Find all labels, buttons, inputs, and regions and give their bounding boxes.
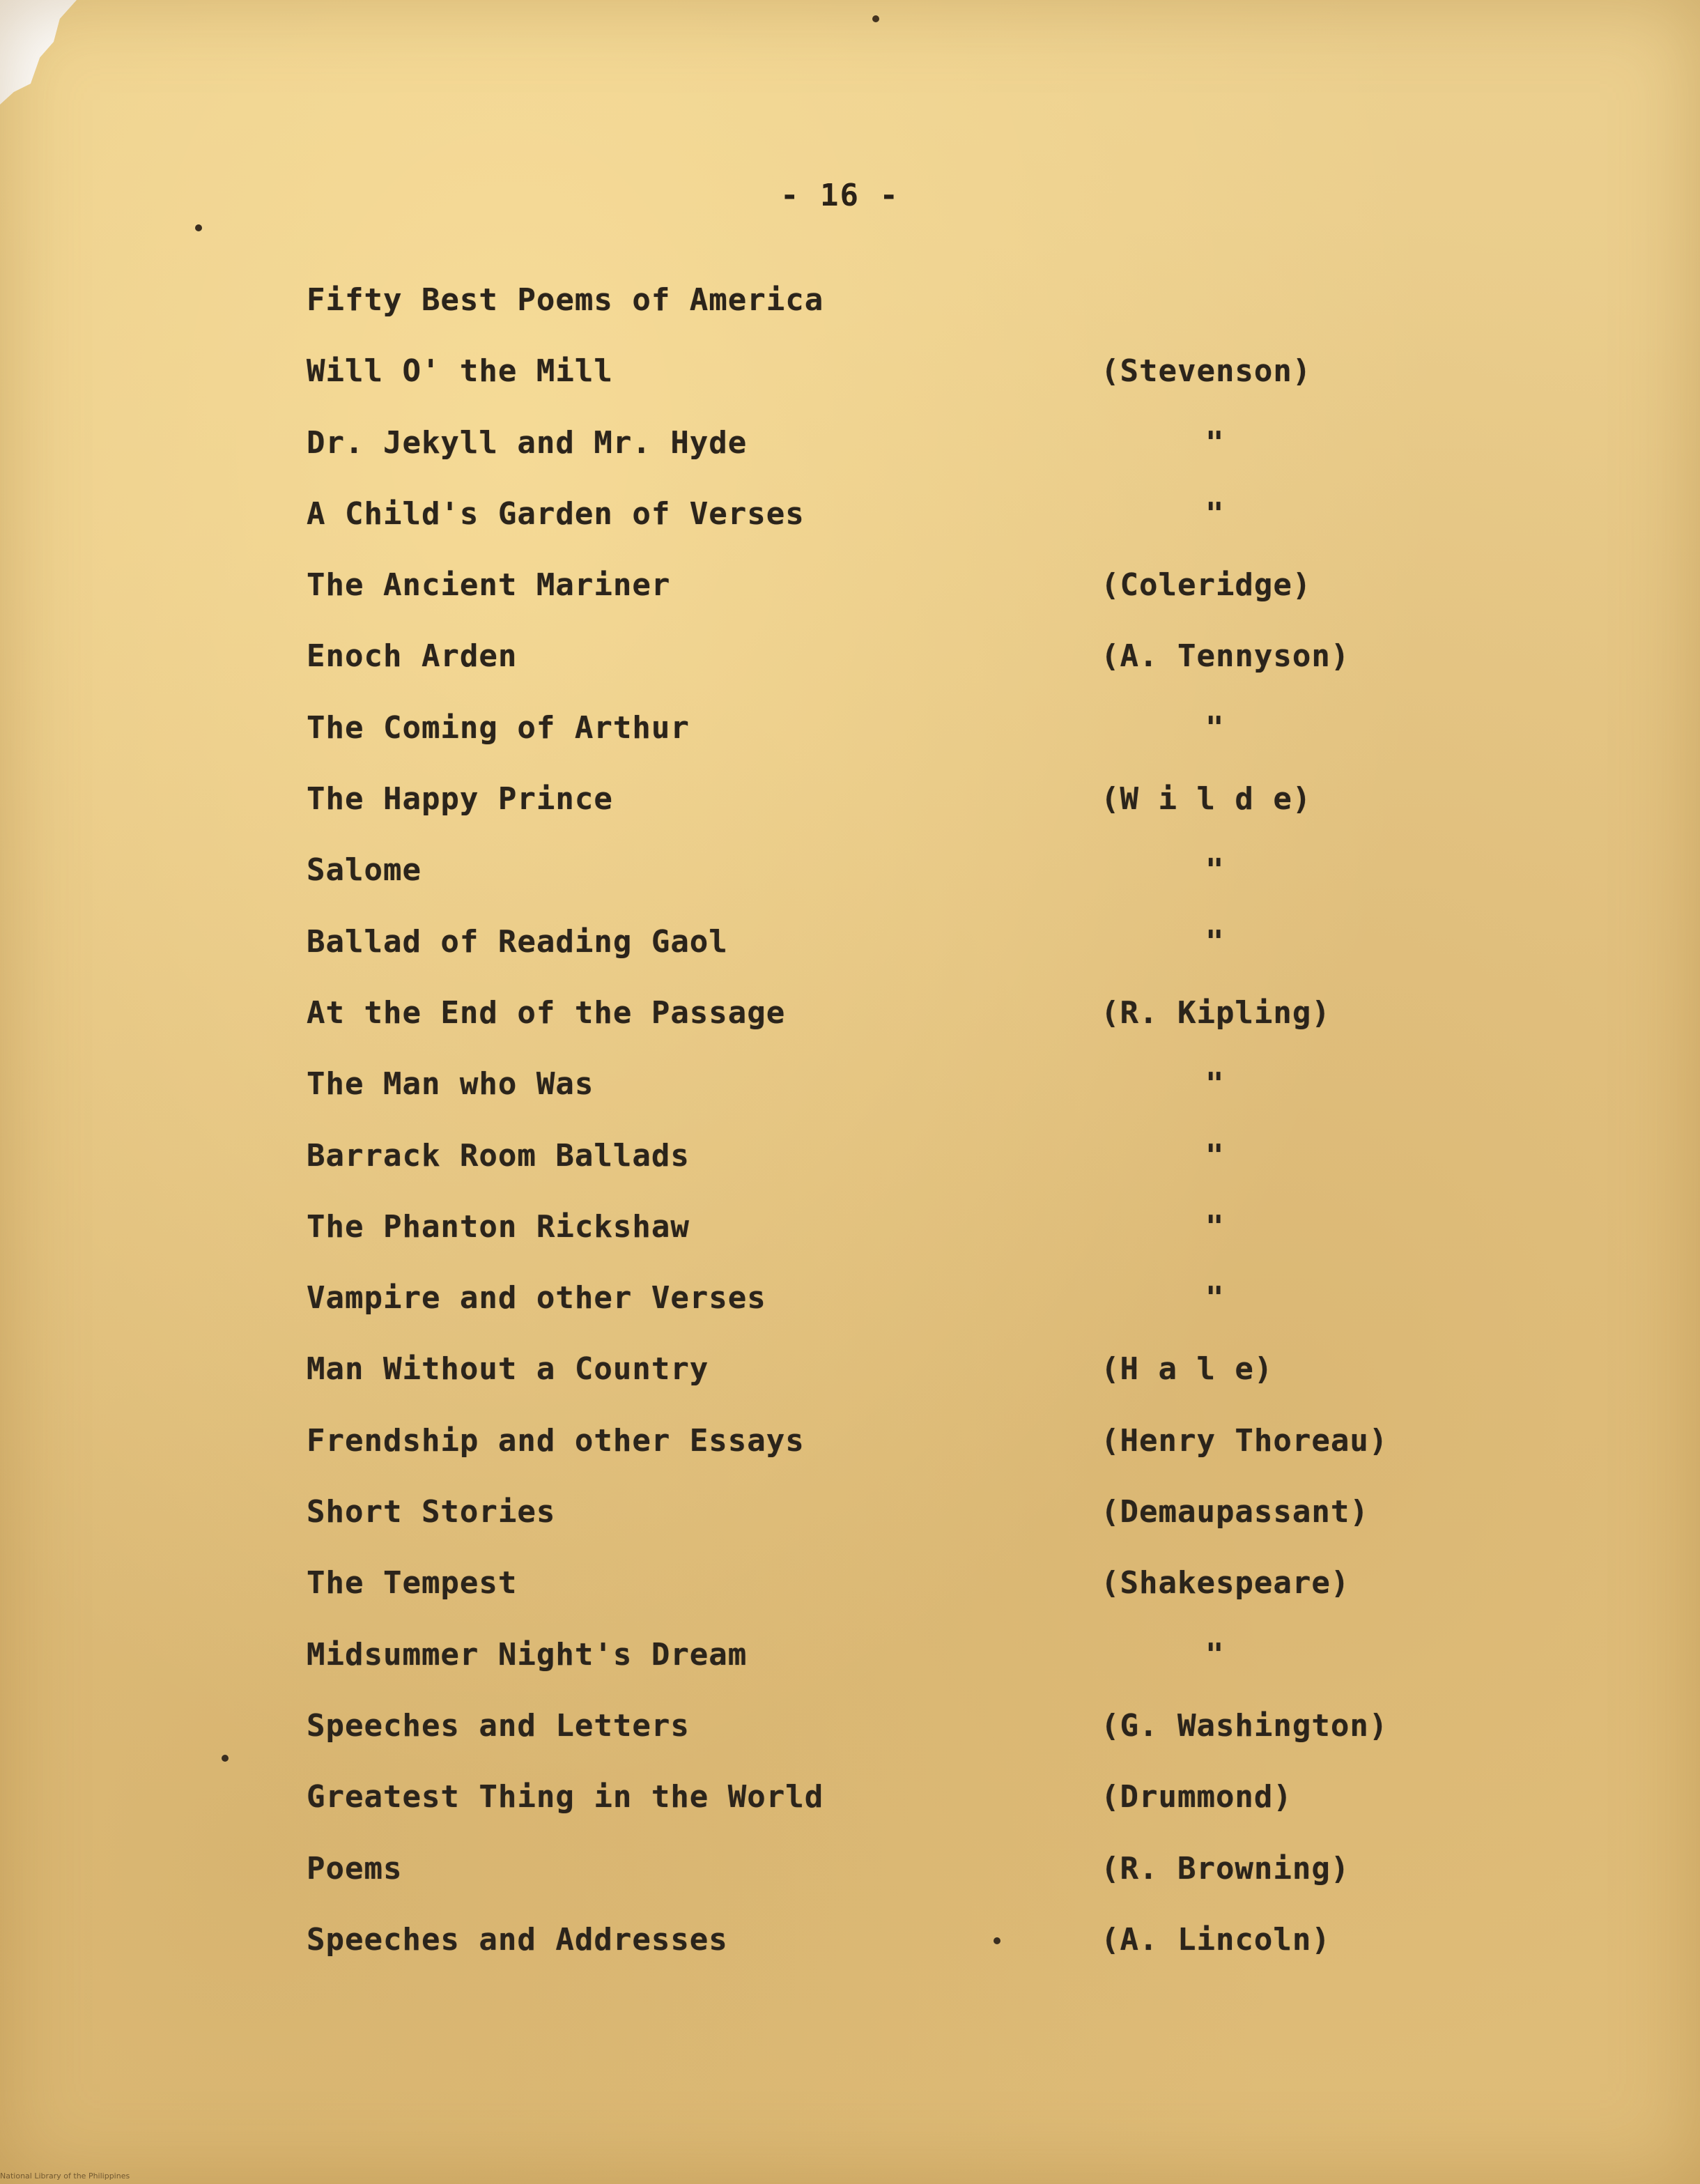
book-author: (Drummond) bbox=[1101, 1779, 1292, 1815]
book-row bbox=[307, 1922, 1435, 1993]
book-title: Dr. Jekyll and Mr. Hyde bbox=[307, 424, 748, 461]
book-list bbox=[307, 282, 1435, 1993]
book-title: The Man who Was bbox=[307, 1066, 594, 1102]
book-row bbox=[307, 353, 1435, 424]
book-title: Fifty Best Poems of America bbox=[307, 282, 824, 318]
book-author-ditto: " bbox=[1205, 709, 1225, 746]
book-title: The Coming of Arthur bbox=[307, 709, 690, 746]
book-row bbox=[307, 496, 1435, 567]
ink-speck bbox=[872, 15, 879, 22]
book-title: Vampire and other Verses bbox=[307, 1280, 766, 1316]
book-row bbox=[307, 1779, 1435, 1850]
book-row bbox=[307, 1637, 1435, 1708]
book-row bbox=[307, 425, 1435, 496]
ink-speck bbox=[994, 1937, 1000, 1944]
book-author: (Demaupassant) bbox=[1101, 1494, 1369, 1530]
book-row bbox=[307, 852, 1435, 923]
book-author-ditto: " bbox=[1205, 1137, 1225, 1174]
book-row bbox=[307, 1066, 1435, 1137]
book-author: (Shakespeare) bbox=[1101, 1565, 1350, 1601]
book-author: (A. Tennyson) bbox=[1101, 638, 1350, 675]
book-title: The Tempest bbox=[307, 1565, 518, 1601]
book-title: Salome bbox=[307, 852, 422, 889]
book-title: At the End of the Passage bbox=[307, 994, 786, 1031]
ink-speck bbox=[222, 1755, 229, 1762]
book-title: Speeches and Addresses bbox=[307, 1921, 728, 1958]
book-row bbox=[307, 638, 1435, 709]
archive-footer: National Library of the Philippines bbox=[0, 2171, 130, 2181]
book-title: Frendship and other Essays bbox=[307, 1422, 805, 1459]
book-author: (A. Lincoln) bbox=[1101, 1921, 1331, 1958]
book-title: Will O' the Mill bbox=[307, 353, 613, 390]
ink-speck bbox=[195, 224, 202, 231]
book-title: Poems bbox=[307, 1850, 403, 1886]
book-author: (G. Washington) bbox=[1101, 1707, 1389, 1744]
book-row bbox=[307, 282, 1435, 353]
book-author: (Stevenson) bbox=[1101, 353, 1312, 390]
book-row bbox=[307, 1209, 1435, 1280]
book-title: The Ancient Mariner bbox=[307, 567, 671, 603]
page-number: - 16 - bbox=[780, 178, 899, 213]
book-row bbox=[307, 1423, 1435, 1494]
book-row bbox=[307, 1708, 1435, 1779]
book-title: The Happy Prince bbox=[307, 781, 613, 817]
book-author-ditto: " bbox=[1205, 852, 1225, 889]
book-author-ditto: " bbox=[1205, 495, 1225, 532]
book-author-ditto: " bbox=[1205, 1636, 1225, 1672]
book-title: Speeches and Letters bbox=[307, 1707, 690, 1744]
book-row bbox=[307, 1851, 1435, 1922]
book-title: Short Stories bbox=[307, 1494, 556, 1530]
book-title: Enoch Arden bbox=[307, 638, 518, 675]
book-author: (R. Browning) bbox=[1101, 1850, 1350, 1886]
torn-corner bbox=[0, 0, 77, 105]
book-author-ditto: " bbox=[1205, 1066, 1225, 1102]
book-title: Midsummer Night's Dream bbox=[307, 1636, 748, 1672]
book-row bbox=[307, 567, 1435, 638]
book-row bbox=[307, 710, 1435, 781]
book-row bbox=[307, 924, 1435, 995]
book-author: (H a l e) bbox=[1101, 1351, 1274, 1387]
book-row bbox=[307, 1138, 1435, 1209]
book-author: (Henry Thoreau) bbox=[1101, 1422, 1389, 1459]
book-author: (R. Kipling) bbox=[1101, 994, 1331, 1031]
book-title: A Child's Garden of Verses bbox=[307, 495, 805, 532]
book-author-ditto: " bbox=[1205, 1208, 1225, 1245]
book-row bbox=[307, 995, 1435, 1066]
book-author-ditto: " bbox=[1205, 923, 1225, 960]
book-row bbox=[307, 1280, 1435, 1351]
book-title: Greatest Thing in the World bbox=[307, 1779, 824, 1815]
book-title: Man Without a Country bbox=[307, 1351, 709, 1387]
book-row bbox=[307, 781, 1435, 852]
book-row bbox=[307, 1351, 1435, 1422]
book-row bbox=[307, 1494, 1435, 1565]
book-author: (W i l d e) bbox=[1101, 781, 1312, 817]
book-title: Ballad of Reading Gaol bbox=[307, 923, 728, 960]
book-author-ditto: " bbox=[1205, 424, 1225, 461]
book-title: Barrack Room Ballads bbox=[307, 1137, 690, 1174]
book-author-ditto: " bbox=[1205, 1280, 1225, 1316]
book-row bbox=[307, 1565, 1435, 1636]
book-author: (Coleridge) bbox=[1101, 567, 1312, 603]
book-title: The Phanton Rickshaw bbox=[307, 1208, 690, 1245]
